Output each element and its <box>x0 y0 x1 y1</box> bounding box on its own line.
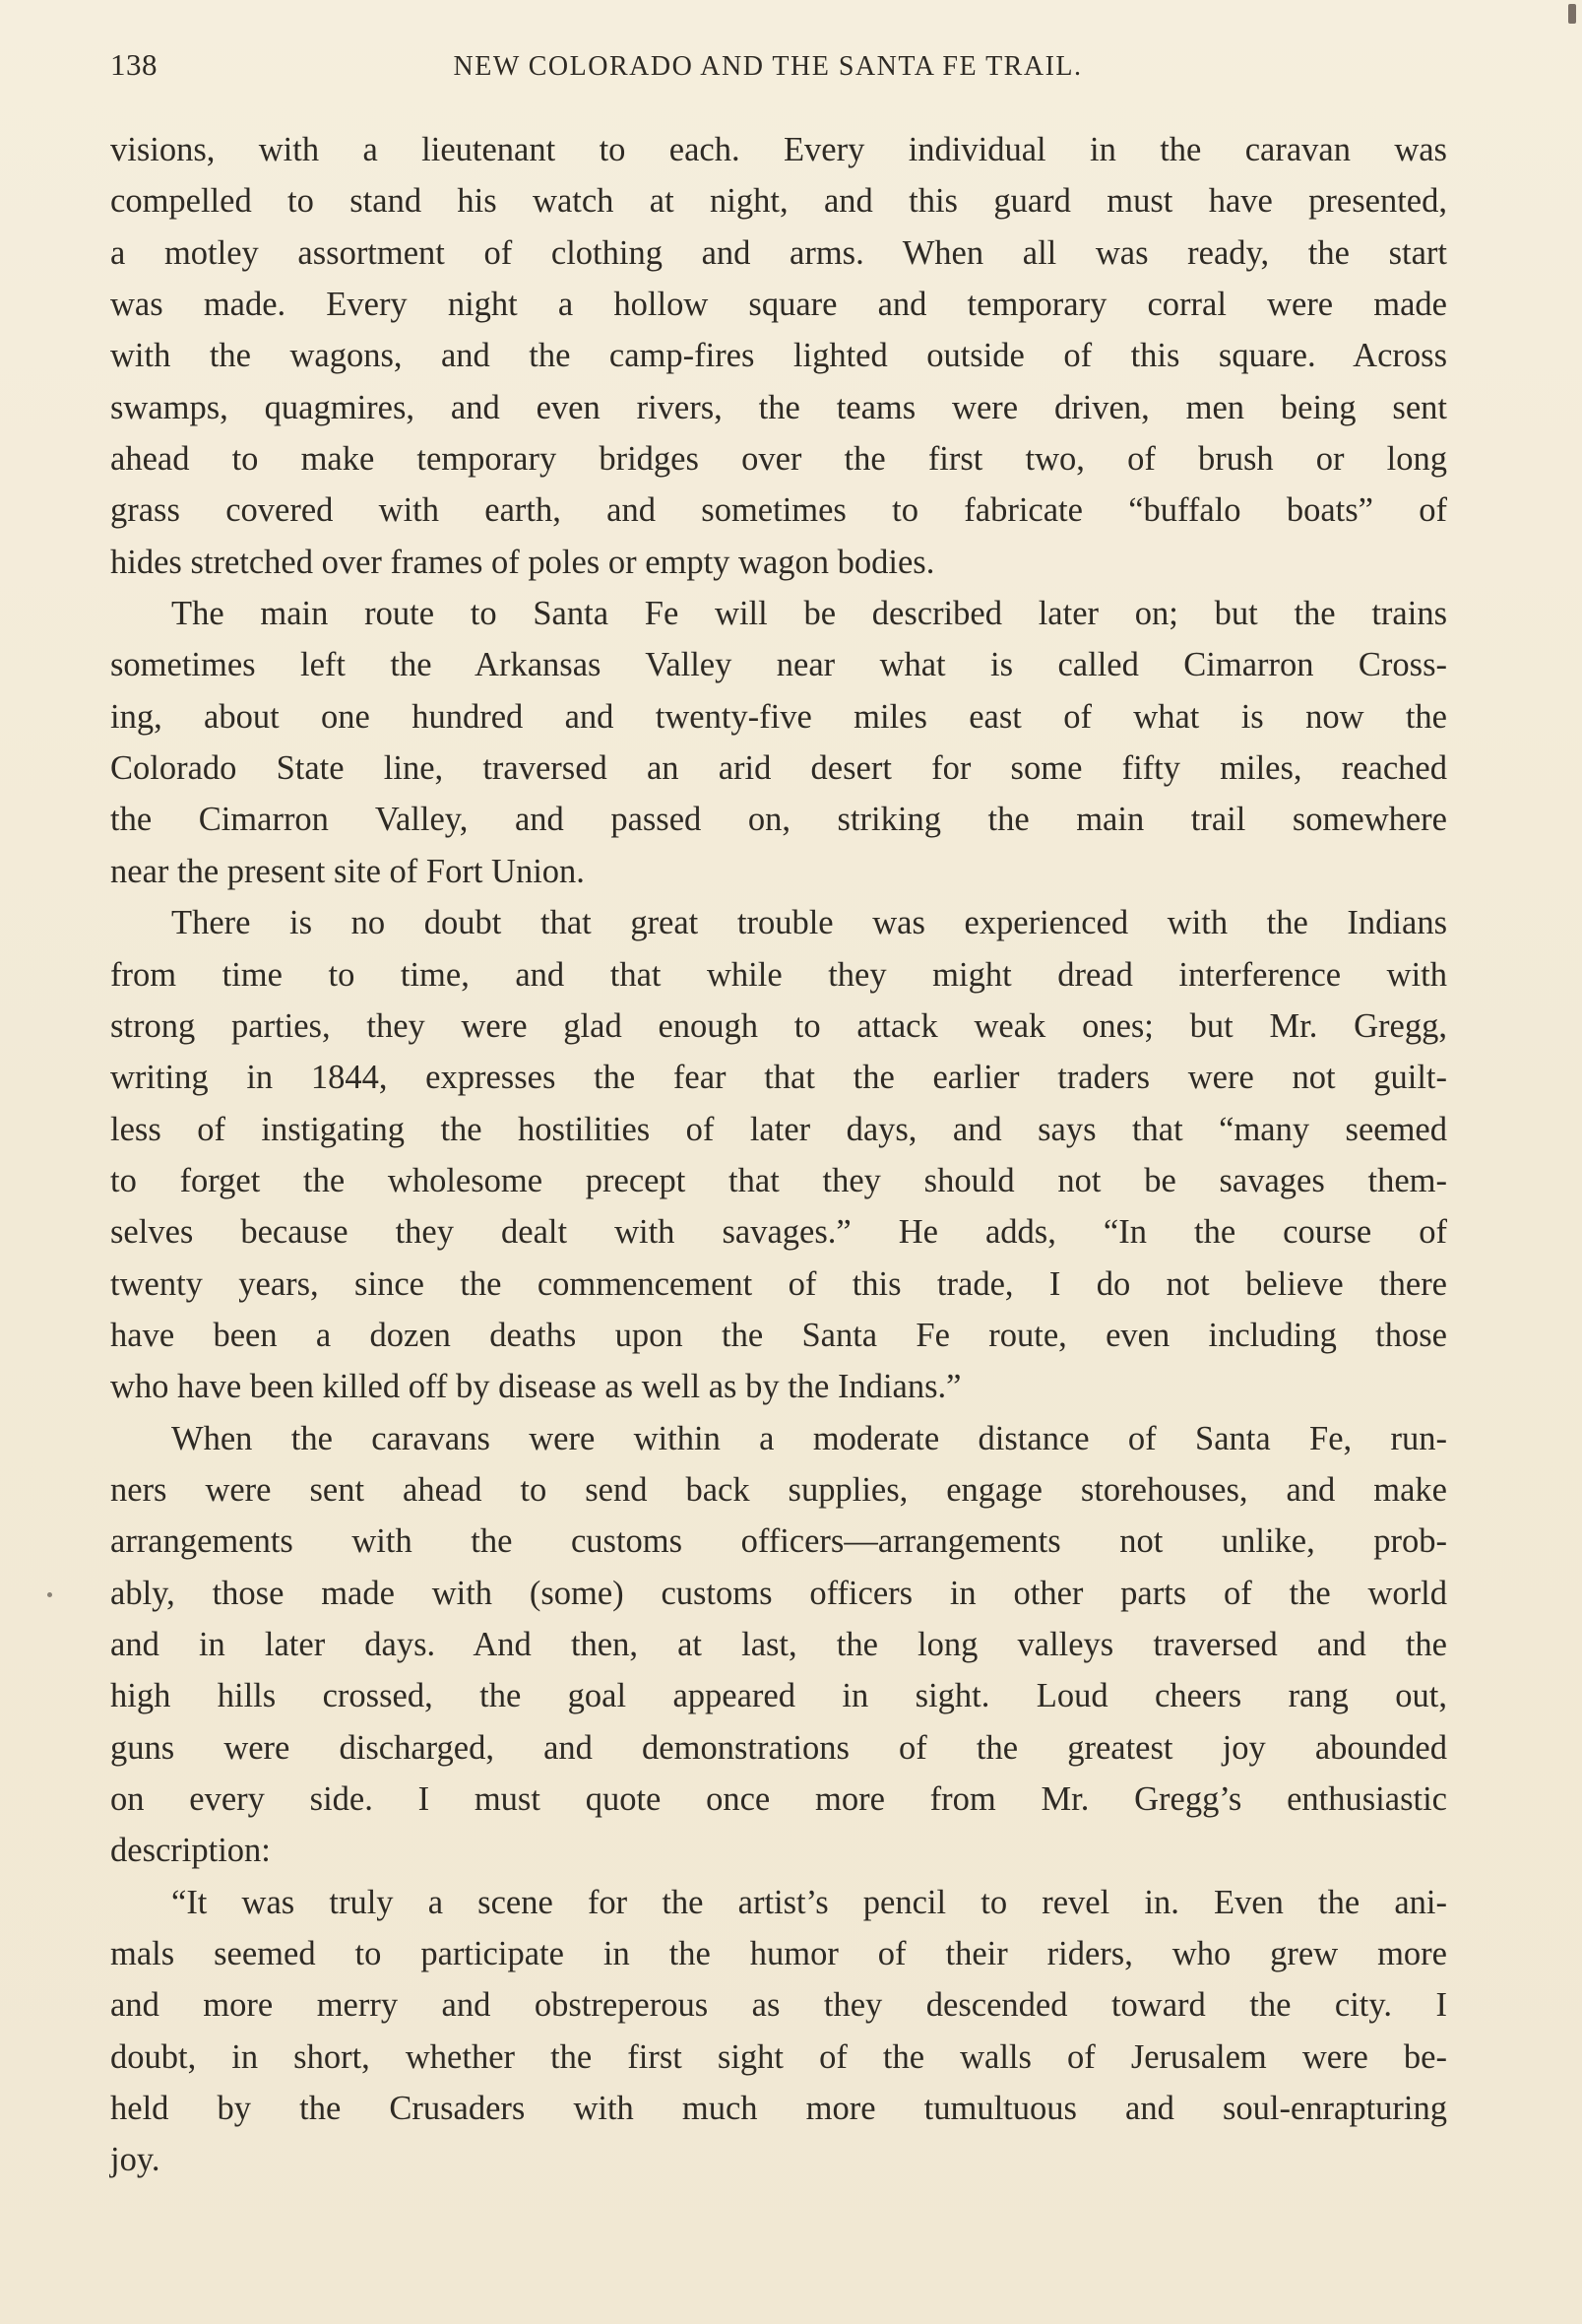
text-line: guns were discharged, and demonstrations of the greatest joy abounded <box>110 1728 1447 1767</box>
text-line: near the present site of Fort Union. <box>110 852 585 890</box>
text-line: doubt, in short, whether the first sight of the walls of Jerusalem were be- <box>110 2037 1447 2076</box>
text-line: hides stretched over frames of poles or empty wagon bodies. <box>110 543 935 581</box>
text-line: held by the Crusaders with much more tumultuous and soul-enrapturing <box>110 2090 1447 2128</box>
text-line: There is no doubt that great trouble was experienced with the Indians <box>171 904 1447 942</box>
text-line: less of instigating the hostilities of later days, and says that “many seemed <box>110 1110 1447 1148</box>
text-line: The main route to Santa Fe will be described later on; but the trains <box>171 595 1447 633</box>
text-line: mals seemed to participate in the humor of their riders, who grew more <box>110 1935 1447 1973</box>
text-line: have been a dozen deaths upon the Santa Fe route, even including those <box>110 1316 1447 1354</box>
text-line: strong parties, they were glad enough to attack weak ones; but Mr. Gregg, <box>110 1006 1447 1045</box>
text-line: high hills crossed, the goal appeared in sight. Loud cheers rang out, <box>110 1677 1447 1715</box>
text-line: joy. <box>110 2141 160 2179</box>
body-text <box>110 124 1447 2186</box>
page-number: 138 <box>110 47 158 82</box>
text-line: When the caravans were within a moderate distance of Santa Fe, run- <box>171 1419 1447 1457</box>
text-line: was made. Every night a hollow square and temporary corral were made <box>110 286 1447 324</box>
text-line: grass covered with earth, and sometimes to fabricate “buffalo boats” of <box>110 491 1447 530</box>
text-line: with the wagons, and the camp-fires lighted outside of this square. Across <box>110 337 1447 375</box>
text-line: and in later days. And then, at last, the long valleys traversed and the <box>110 1625 1447 1663</box>
text-line: to forget the wholesome precept that they should not be savages them- <box>110 1161 1447 1199</box>
text-line: on every side. I must quote once more from Mr. Gregg’s enthusiastic <box>110 1780 1447 1818</box>
text-line: “It was truly a scene for the artist’s pencil to revel in. Even the ani- <box>171 1883 1447 1921</box>
text-line: writing in 1844, expresses the fear that the earlier traders were not guilt- <box>110 1059 1447 1097</box>
text-line: selves because they dealt with savages.” He adds, “In the course of <box>110 1213 1447 1252</box>
text-line: and more merry and obstreperous as they descended toward the city. I <box>110 1986 1447 2025</box>
margin-speck <box>47 1592 52 1597</box>
text-line: the Cimarron Valley, and passed on, striking the main trail somewhere <box>110 801 1447 839</box>
text-line: Colorado State line, traversed an arid desert for some fifty miles, reached <box>110 749 1447 788</box>
page-edge-mark <box>1568 4 1576 24</box>
text-line: arrangements with the customs officers—arrangements not unlike, prob- <box>110 1522 1447 1561</box>
text-line: swamps, quagmires, and even rivers, the teams were driven, men being sent <box>110 388 1447 426</box>
text-line: description: <box>110 1832 271 1870</box>
text-line: from time to time, and that while they might dread interference with <box>110 955 1447 994</box>
text-line: ably, those made with (some) customs officers in other parts of the world <box>110 1574 1447 1612</box>
text-line: ahead to make temporary bridges over the first two, of brush or long <box>110 440 1447 479</box>
text-line: compelled to stand his watch at night, and this guard must have presented, <box>110 182 1447 221</box>
text-line: ing, about one hundred and twenty-five miles east of what is now the <box>110 697 1447 736</box>
text-line: twenty years, since the commencement of this trade, I do not believe there <box>110 1264 1447 1303</box>
running-title: NEW COLORADO AND THE SANTA FE TRAIL. <box>453 51 1083 82</box>
text-line: visions, with a lieutenant to each. Every individual in the caravan was <box>110 131 1447 168</box>
text-line: sometimes left the Arkansas Valley near what is called Cimarron Cross- <box>110 646 1447 684</box>
text-line: a motley assortment of clothing and arms. When all was ready, the start <box>110 233 1447 272</box>
running-head <box>110 47 1447 89</box>
text-line: ners were sent ahead to send back supplies, engage storehouses, and make <box>110 1470 1447 1509</box>
text-line: who have been killed off by disease as well as by the Indians.” <box>110 1368 962 1406</box>
